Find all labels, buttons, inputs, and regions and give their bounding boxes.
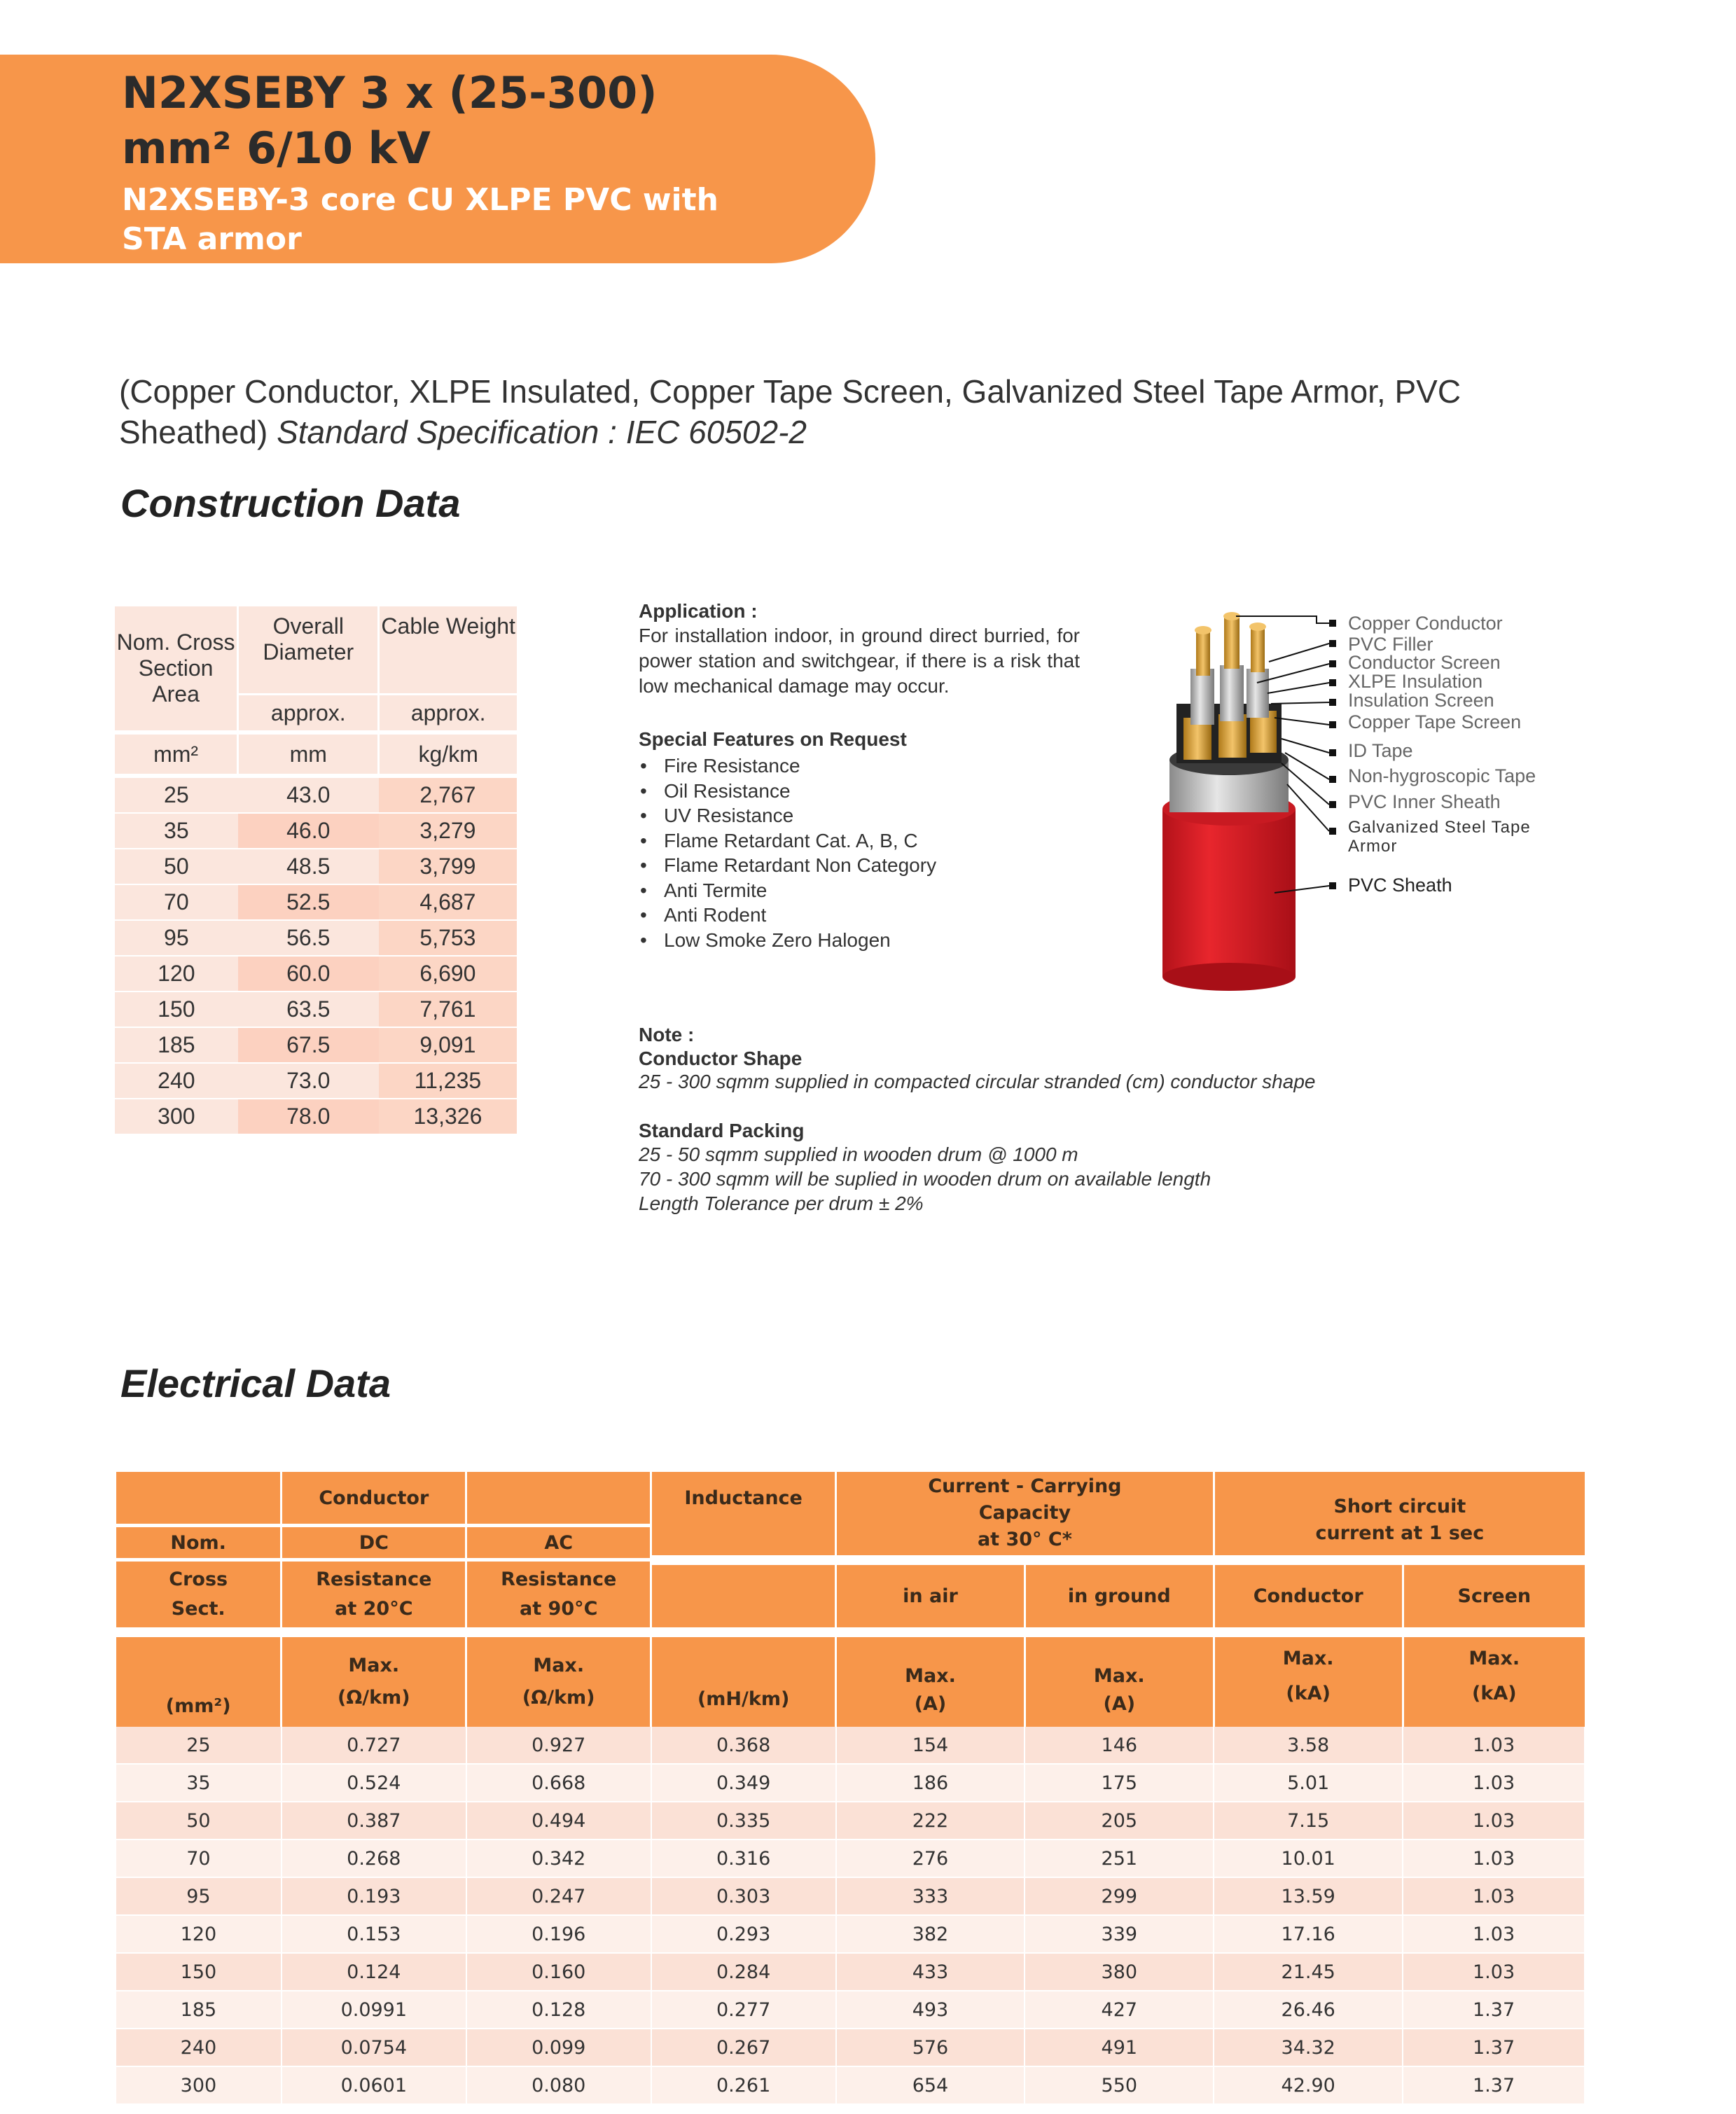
cell-dc-resistance: 0.387 [282,1802,466,1840]
feature-item: • Flame Retardant Non Category [639,853,1073,878]
description-text: (Copper Conductor, XLPE Insulated, Copper Tape Screen, Galvanized Steel Tape Armor, PVC Sheathed) [119,373,1461,450]
hdr-sc-conductor: Conductor [1214,1560,1403,1633]
cell-sc-conductor: 26.46 [1214,1991,1403,2029]
conductor-1-top [1195,626,1211,634]
cell-current-air: 222 [836,1802,1025,1840]
cell-section: 25 [116,1727,282,1764]
col-header-weight: Cable Weight [379,606,517,695]
cell-sc-conductor: 21.45 [1214,1953,1403,1991]
feature-item: • Anti Rodent [639,903,1073,928]
construction-table [115,606,517,1135]
cell-area: 150 [115,992,238,1027]
hdr-empty-1 [116,1472,282,1526]
cell-sc-conductor: 34.32 [1214,2029,1403,2066]
cell-sc-screen: 1.03 [1403,1727,1585,1764]
cell-sc-conductor: 42.90 [1214,2066,1403,2104]
cell-dc-resistance: 0.0754 [282,2029,466,2066]
hdr-ac-temp: at 90°C [520,1598,598,1620]
hdr-cross-sect [116,1560,282,1633]
hdr-in-air: in air [836,1560,1025,1633]
construction-row [115,849,517,884]
hdr-short-line2: current at 1 sec [1315,1522,1485,1545]
standard-spec: Standard Specification : IEC 60502-2 [277,414,807,450]
cell-sc-conductor: 13.59 [1214,1877,1403,1915]
construction-row [115,920,517,956]
cell-current-air: 276 [836,1840,1025,1877]
cell-area: 240 [115,1063,238,1099]
electrical-row [116,2029,1585,2066]
hdr-max-ac: Max. [533,1655,585,1676]
cell-ac-resistance: 0.494 [466,1802,651,1840]
hdr-max-air: Max. [905,1665,956,1687]
cell-current-air: 186 [836,1764,1025,1802]
insulation-2 [1220,665,1244,721]
pvc-sheath-bottom [1162,963,1296,991]
hdr-dc-temp: at 20°C [335,1598,413,1620]
label-copper-conductor: Copper Conductor [1348,613,1503,634]
label-armor: Armor [1348,837,1398,856]
cell-diameter: 78.0 [238,1099,379,1134]
electrical-row [116,1877,1585,1915]
product-description [119,371,1520,452]
cell-area: 35 [115,813,238,849]
cell-diameter: 67.5 [238,1027,379,1063]
col-header-area: Nom. Cross Section Area [115,606,238,732]
hdr-sect: Sect. [171,1598,225,1620]
construction-row [115,1027,517,1063]
feature-item: • Low Smoke Zero Halogen [639,928,1073,953]
product-title-line2: mm² 6/10 kV [122,123,431,174]
electrical-row [116,1764,1585,1802]
feature-item: • Oil Resistance [639,779,1073,804]
cell-dc-resistance: 0.0991 [282,1991,466,2029]
label-copper-tape-screen: Copper Tape Screen [1348,711,1522,732]
product-subtitle-line1: N2XSEBY-3 core CU XLPE PVC with [122,182,718,218]
cell-current-ground: 175 [1025,1764,1214,1802]
cell-section: 300 [116,2066,282,2104]
cell-inductance: 0.316 [651,1840,836,1877]
cell-area: 120 [115,956,238,992]
cell-dc-resistance: 0.268 [282,1840,466,1877]
cable-cross-section-illustration [1106,599,1597,991]
cell-dc-resistance: 0.0601 [282,2066,466,2104]
cell-diameter: 73.0 [238,1063,379,1099]
cell-weight: 7,761 [379,992,517,1027]
label-id-tape: ID Tape [1348,740,1413,761]
cell-current-ground: 550 [1025,2066,1214,2104]
conductor-shape-heading: Conductor Shape [639,1048,803,1069]
electrical-row [116,2066,1585,2104]
cell-inductance: 0.261 [651,2066,836,2104]
electrical-row [116,1953,1585,1991]
label-xlpe-insulation: XLPE Insulation [1348,671,1483,692]
conductor-3 [1251,627,1265,672]
hdr-unit-sc-screen [1403,1632,1585,1727]
col-header-diameter: Overall Diameter [238,606,379,695]
cell-sc-screen: 1.37 [1403,2066,1585,2104]
cell-ac-resistance: 0.342 [466,1840,651,1877]
hdr-unit-area: (mm²) [116,1632,282,1727]
unit-diameter: mm [238,732,379,776]
cell-weight: 11,235 [379,1063,517,1099]
cell-current-air: 433 [836,1953,1025,1991]
cell-area: 300 [115,1099,238,1134]
construction-row [115,813,517,849]
cell-sc-screen: 1.37 [1403,2029,1585,2066]
cell-sc-screen: 1.03 [1403,1840,1585,1877]
cell-inductance: 0.293 [651,1915,836,1953]
cell-sc-conductor: 5.01 [1214,1764,1403,1802]
cell-inductance: 0.284 [651,1953,836,1991]
cell-current-air: 654 [836,2066,1025,2104]
unit-area: mm² [115,732,238,776]
approx-diameter: approx. [238,695,379,733]
hdr-conductor: Conductor [282,1472,466,1526]
cell-current-ground: 380 [1025,1953,1214,1991]
electrical-row [116,1727,1585,1764]
cell-section: 50 [116,1802,282,1840]
cell-ac-resistance: 0.099 [466,2029,651,2066]
cell-ac-resistance: 0.927 [466,1727,651,1764]
hdr-ac-resistance [466,1560,651,1633]
conductor-3-top [1249,623,1266,631]
electrical-row [116,1802,1585,1840]
feature-item: • Anti Termite [639,878,1073,903]
cell-weight: 3,799 [379,849,517,884]
cell-sc-screen: 1.37 [1403,1991,1585,2029]
cell-section: 240 [116,2029,282,2066]
label-pvc-inner-sheath: PVC Inner Sheath [1348,791,1501,812]
conductor-1 [1196,630,1210,676]
product-title-line1: N2XSEBY 3 x (25-300) [122,67,658,118]
hdr-current-line3: at 30° C* [977,1529,1072,1551]
cell-diameter: 43.0 [238,776,379,813]
cell-weight: 4,687 [379,884,517,920]
cell-sc-screen: 1.03 [1403,1953,1585,1991]
feature-item: • Fire Resistance [639,753,1073,779]
cell-section: 120 [116,1915,282,1953]
hdr-sc-screen: Screen [1403,1560,1585,1633]
application-text: For installation indoor, in ground direct burried, for power station and switchgear, if there is a risk that low mechanical damage may occur. [639,625,1080,697]
cell-section: 35 [116,1764,282,1802]
hdr-max-sc-cond: Max. [1282,1648,1334,1669]
conductor-2 [1224,616,1239,669]
cell-diameter: 60.0 [238,956,379,992]
cell-ac-resistance: 0.668 [466,1764,651,1802]
cell-inductance: 0.303 [651,1877,836,1915]
cell-section: 150 [116,1953,282,1991]
hdr-unit-ground [1025,1632,1214,1727]
cell-current-ground: 251 [1025,1840,1214,1877]
packing-line-1: 25 - 50 sqmm supplied in wooden drum @ 1000 m [639,1143,1078,1165]
label-pvc-filler: PVC Filler [1348,634,1433,655]
label-conductor-screen: Conductor Screen [1348,652,1501,673]
cell-current-ground: 427 [1025,1991,1214,2029]
cell-current-air: 382 [836,1915,1025,1953]
cell-inductance: 0.277 [651,1991,836,2029]
cell-current-air: 493 [836,1991,1025,2029]
cell-ac-resistance: 0.160 [466,1953,651,1991]
cell-sc-screen: 1.03 [1403,1877,1585,1915]
hdr-ka-sc-cond: (kA) [1286,1683,1331,1704]
cell-current-air: 154 [836,1727,1025,1764]
hdr-current-line1: Current - Carrying [928,1475,1122,1498]
approx-weight: approx. [379,695,517,733]
hdr-in-ground: in ground [1025,1560,1214,1633]
cell-ac-resistance: 0.128 [466,1991,651,2029]
electrical-table [116,1472,1585,2105]
note-heading: Note : [639,1024,695,1045]
cell-current-ground: 146 [1025,1727,1214,1764]
hdr-max-dc: Max. [348,1655,400,1676]
packing-line-2: 70 - 300 sqmm will be suplied in wooden drum on available length [639,1168,1211,1190]
insulation-3 [1247,669,1269,718]
hdr-empty-3 [651,1560,836,1633]
electrical-data-title: Electrical Data [120,1361,391,1405]
cell-section: 70 [116,1840,282,1877]
electrical-row [116,1915,1585,1953]
cell-dc-resistance: 0.524 [282,1764,466,1802]
feature-item: • Flame Retardant Cat. A, B, C [639,828,1073,854]
cell-weight: 6,690 [379,956,517,992]
hdr-inductance: Inductance [651,1472,836,1560]
cell-section: 95 [116,1877,282,1915]
hdr-unit-dc [282,1632,466,1727]
cell-inductance: 0.335 [651,1802,836,1840]
hdr-ka-sc-screen: (kA) [1472,1683,1517,1704]
cell-ac-resistance: 0.247 [466,1877,651,1915]
construction-row [115,884,517,920]
construction-row [115,1063,517,1099]
cell-dc-resistance: 0.153 [282,1915,466,1953]
hdr-ac: AC [466,1526,651,1560]
cell-diameter: 56.5 [238,920,379,956]
packing-line-3: Length Tolerance per drum ± 2% [639,1192,924,1214]
cell-weight: 3,279 [379,813,517,849]
special-features-block [639,725,1073,952]
construction-row [115,1099,517,1134]
cell-ac-resistance: 0.080 [466,2066,651,2104]
cell-weight: 13,326 [379,1099,517,1134]
hdr-a-ground: (A) [1103,1693,1136,1715]
cell-inductance: 0.267 [651,2029,836,2066]
label-pvc-sheath: PVC Sheath [1348,875,1452,896]
cell-area: 95 [115,920,238,956]
hdr-empty-2 [466,1472,651,1526]
hdr-max-sc-screen: Max. [1468,1648,1520,1669]
feature-item: • UV Resistance [639,803,1073,828]
cell-diameter: 46.0 [238,813,379,849]
hdr-a-air: (A) [914,1693,947,1715]
application-heading: Application : [639,600,758,622]
features-list [639,753,1073,952]
cell-inductance: 0.349 [651,1764,836,1802]
label-insulation-screen: Insulation Screen [1348,690,1494,711]
cell-area: 50 [115,849,238,884]
cell-dc-resistance: 0.193 [282,1877,466,1915]
hdr-short-circuit [1214,1472,1585,1560]
hdr-short-line1: Short circuit [1333,1496,1466,1518]
cell-diameter: 52.5 [238,884,379,920]
cell-current-air: 576 [836,2029,1025,2066]
cell-current-ground: 205 [1025,1802,1214,1840]
cell-sc-screen: 1.03 [1403,1764,1585,1802]
unit-weight: kg/km [379,732,517,776]
cell-sc-conductor: 17.16 [1214,1915,1403,1953]
cell-current-air: 333 [836,1877,1025,1915]
application-block [639,599,1080,699]
cell-area: 25 [115,776,238,813]
hdr-dc-res: Resistance [316,1569,432,1590]
cell-weight: 9,091 [379,1027,517,1063]
hdr-unit-inductance: (mH/km) [651,1632,836,1727]
hdr-current-capacity [836,1472,1214,1560]
hdr-ohm-dc: (Ω/km) [338,1687,410,1709]
leader-markers [1329,620,1336,889]
cell-sc-conductor: 7.15 [1214,1802,1403,1840]
electrical-row [116,1840,1585,1877]
hdr-cross: Cross [169,1569,228,1590]
hdr-ohm-ac: (Ω/km) [522,1687,595,1709]
cell-diameter: 63.5 [238,992,379,1027]
note-block [639,1022,1689,1216]
cell-sc-conductor: 3.58 [1214,1727,1403,1764]
hdr-dc-resistance [282,1560,466,1633]
hdr-ac-res: Resistance [501,1569,617,1590]
hdr-nom: Nom. [116,1526,282,1560]
construction-row [115,776,517,813]
product-subtitle-line2: STA armor [122,221,302,257]
cell-diameter: 48.5 [238,849,379,884]
construction-row [115,992,517,1027]
cell-current-ground: 299 [1025,1877,1214,1915]
cell-sc-conductor: 10.01 [1214,1840,1403,1877]
construction-row [115,956,517,992]
construction-data-title: Construction Data [120,481,461,525]
cell-area: 185 [115,1027,238,1063]
insulation-1 [1190,669,1214,725]
cell-dc-resistance: 0.727 [282,1727,466,1764]
hdr-unit-air [836,1632,1025,1727]
cell-current-ground: 339 [1025,1915,1214,1953]
cell-current-ground: 491 [1025,2029,1214,2066]
standard-packing-heading: Standard Packing [639,1120,805,1141]
hdr-unit-ac [466,1632,651,1727]
label-non-hygroscopic-tape: Non-hygroscopic Tape [1348,765,1536,786]
cell-weight: 5,753 [379,920,517,956]
cell-ac-resistance: 0.196 [466,1915,651,1953]
label-galvanized-steel-tape: Galvanized Steel Tape [1348,818,1531,837]
hdr-max-ground: Max. [1093,1665,1145,1687]
conductor-shape-text: 25 - 300 sqmm supplied in compacted circular stranded (cm) conductor shape [639,1071,1316,1092]
cell-section: 185 [116,1991,282,2029]
cell-sc-screen: 1.03 [1403,1802,1585,1840]
features-heading: Special Features on Request [639,728,907,750]
hdr-unit-sc-cond [1214,1632,1403,1727]
hdr-dc: DC [282,1526,466,1560]
cell-inductance: 0.368 [651,1727,836,1764]
hdr-current-line2: Capacity [978,1502,1071,1524]
cell-sc-screen: 1.03 [1403,1915,1585,1953]
cell-area: 70 [115,884,238,920]
cell-dc-resistance: 0.124 [282,1953,466,1991]
electrical-row [116,1991,1585,2029]
cell-weight: 2,767 [379,776,517,813]
